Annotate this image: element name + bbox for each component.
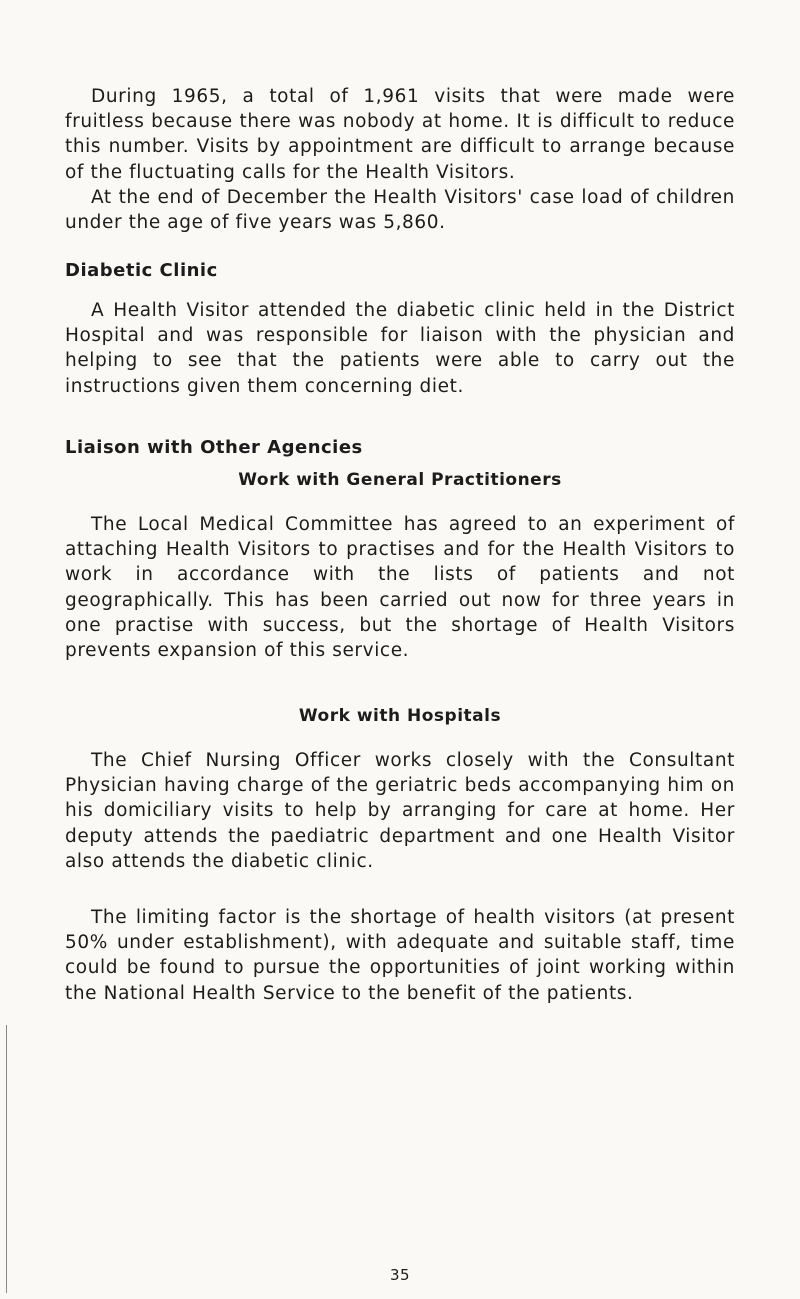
page-edge-line	[6, 1025, 7, 1293]
subheading-general-practitioners: Work with General Practitioners	[238, 470, 562, 490]
subheading-hospitals: Work with Hospitals	[298, 706, 502, 726]
page-number: 35	[389, 1266, 411, 1284]
paragraph-case-load: At the end of December the Health Visitors' case load of children under the age of five years was 5,860.	[65, 187, 735, 234]
heading-diabetic-clinic: Diabetic Clinic	[65, 260, 218, 281]
heading-liaison: Liaison with Other Agencies	[65, 437, 363, 458]
paragraph-visits: During 1965, a total of 1,961 visits that were made were fruitless because there was nobody at home. It is difficult to reduce this number. Visits by appointment are difficult to arrange because of the fluctuating calls for the Health Visitors.	[65, 86, 735, 183]
paragraph-hospitals: The Chief Nursing Officer works closely with the Consultant Physician having charge of the geriatric beds accompanying him on his domiciliary visits to help by arranging for care at home. Her deputy attends the paediatric department and one Health Visitor also attends the diabetic clinic.	[65, 750, 735, 872]
paragraph-diabetic: A Health Visitor attended the diabetic clinic held in the District Hospital and was responsible for liaison with the physician and helping to see that the patients were able to carry out the instructions given them concerning diet.	[65, 300, 735, 397]
paragraph-limiting-factor: The limiting factor is the shortage of health visitors (at present 50% under establishment), with adequate and suitable staff, time could be found to pursue the opportunities of joint working within the National Health Service to the benefit of the patients.	[65, 907, 735, 1004]
paragraph-general-practitioners: The Local Medical Committee has agreed to an experiment of attaching Health Visitors to practises and for the Health Visitors to work in accordance with the lists of patients and not geographically. This has been carried out now for three years in one practise with success, but the shortage of Health Visitors prevents expansion of this service.	[65, 514, 735, 662]
